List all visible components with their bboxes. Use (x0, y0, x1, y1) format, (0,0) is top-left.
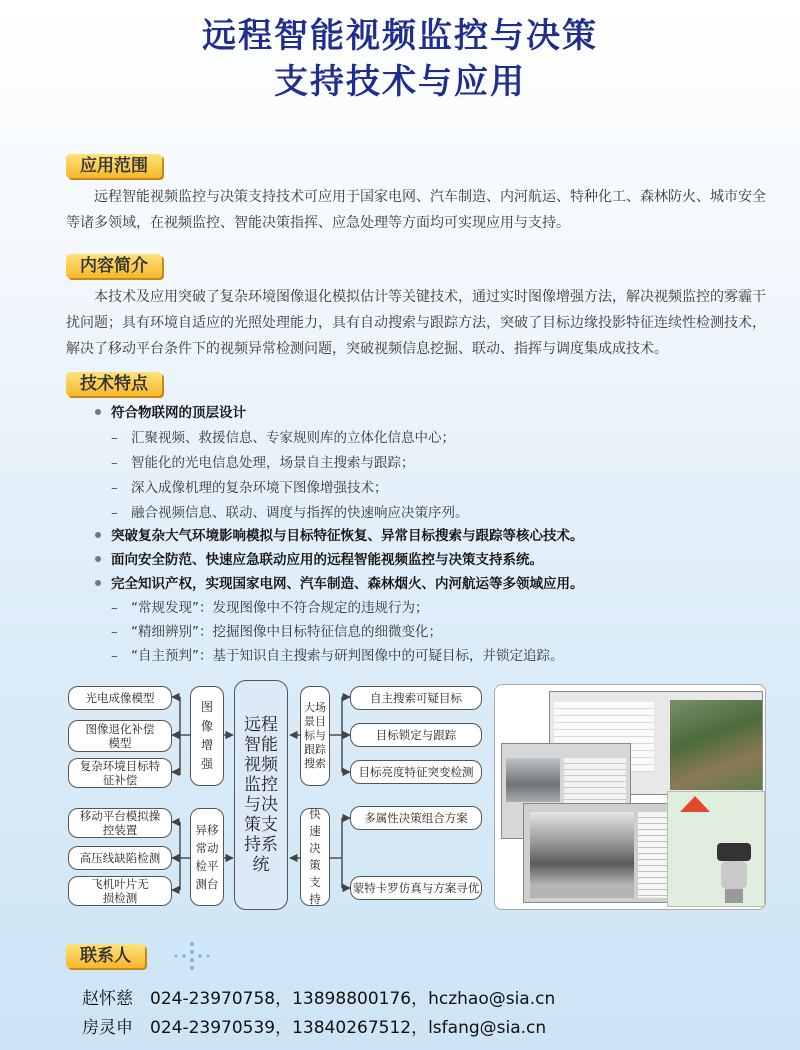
dash-icon: – (111, 648, 118, 664)
feature-item: 突破复杂大气环境影响模拟与目标特征恢复、异常目标搜索与跟踪等核心技术。 (95, 524, 584, 548)
dash-icon: – (111, 600, 118, 616)
feature-item: – “自主预判”：基于知识自主搜索与研判图像中的可疑目标，并锁定追踪。 (95, 644, 564, 668)
diagram-right-group-search: 大场景目标与跟踪搜索 (300, 686, 330, 786)
section-tag-intro: 内容简介 (66, 254, 162, 278)
contact-person: 房灵申 024-23970539，13840267512，lsfang@sia.cn (82, 1018, 547, 1038)
dash-icon: – (111, 624, 118, 640)
diagram-left-box: 移动平台模拟操控装置 (68, 808, 172, 838)
page-title-line1: 远程智能视频监控与决策 (202, 16, 598, 56)
application-text: 远程智能视频监控与决策支持技术可应用于国家电网、汽车制造、内河航运、特种化工、森林防火、城市安全等诸多领域，在视频监控、智能决策指挥、应急处理等方面均可实现应用与支持。 (66, 189, 766, 231)
feature-item: 完全知识产权，实现国家电网、汽车制造、森林烟火、内河航运等多领域应用。 (95, 572, 584, 596)
intro-text: 本技术及应用突破了复杂环境图像退化模拟估计等关键技术，通过实时图像增强方法，解决视频监控的雾霾干扰问题；具有环境自适应的光照处理能力，具有自动搜索与跟踪方法，突破了目标边缘投影特征连续性检测技术，解决了移动平台条件下的视频异常检测问题，突破视频信息挖掘、联动、指挥与调度集成成技术。 (66, 289, 766, 357)
diagram-left-group-mobile: 异移常动检平测台 (190, 808, 224, 906)
software-screenshot-collage (494, 684, 766, 910)
diagram-right-box: 蒙特卡罗仿真与方案寻优 (350, 876, 482, 900)
dash-icon: – (111, 505, 118, 521)
diagram-left-box: 复杂环境目标特征补偿 (68, 758, 172, 788)
feature-item: – “精细辨别”：挖掘图像中目标特征信息的细微变化； (95, 620, 442, 644)
diagram-left-group-enhance: 图像增强 (190, 686, 224, 786)
feature-item: – “常规发现”：发现图像中不符合规定的违规行为； (95, 596, 429, 620)
diagram-left-box: 光电成像模型 (68, 686, 172, 710)
diagram-right-box: 自主搜索可疑目标 (350, 686, 482, 710)
diagram-left-box: 图像退化补偿模型 (68, 720, 172, 752)
feature-item: – 智能化的光电信息处理，场景自主搜索与跟踪； (95, 451, 415, 475)
diagram-left-box: 飞机叶片无损检测 (68, 876, 172, 906)
diagram-left-box: 高压线缺陷检测 (68, 846, 172, 870)
feature-item: 符合物联网的顶层设计 (95, 401, 246, 425)
dots-decoration-icon (172, 940, 212, 974)
section-tag-application: 应用范围 (66, 154, 162, 178)
section-tag-features: 技术特点 (66, 372, 162, 396)
dash-icon: – (111, 480, 118, 496)
screenshot-mountain-window (523, 803, 673, 903)
ptz-camera-image (711, 843, 755, 905)
feature-item: 面向安全防范、快速应急联动应用的远程智能视频监控与决策支持系统。 (95, 548, 543, 572)
diagram-right-box: 多属性决策组合方案 (350, 806, 482, 830)
dash-icon: – (111, 455, 118, 471)
page-title-line2: 支持技术与应用 (274, 62, 526, 102)
feature-item: – 深入成像机理的复杂环境下图像增强技术； (95, 476, 388, 500)
dash-icon: – (111, 430, 118, 446)
contact-person: 赵怀慈 024-23970758，13898800176，hczhao@sia.cn (82, 989, 556, 1009)
feature-item: – 汇聚视频、救援信息、专家规则库的立体化信息中心； (95, 426, 455, 450)
section-tag-contact: 联系人 (66, 944, 145, 968)
diagram-right-group-decision: 快速决策支持 (300, 808, 330, 906)
diagram-right-box: 目标亮度特征突变检测 (350, 760, 482, 784)
diagram-center-system: 远程智能视频监控与决策支持系统 (234, 680, 288, 910)
diagram-right-box: 目标锁定与跟踪 (350, 723, 482, 747)
feature-item: – 融合视频信息、联动、调度与指挥的快速响应决策序列。 (95, 501, 469, 525)
